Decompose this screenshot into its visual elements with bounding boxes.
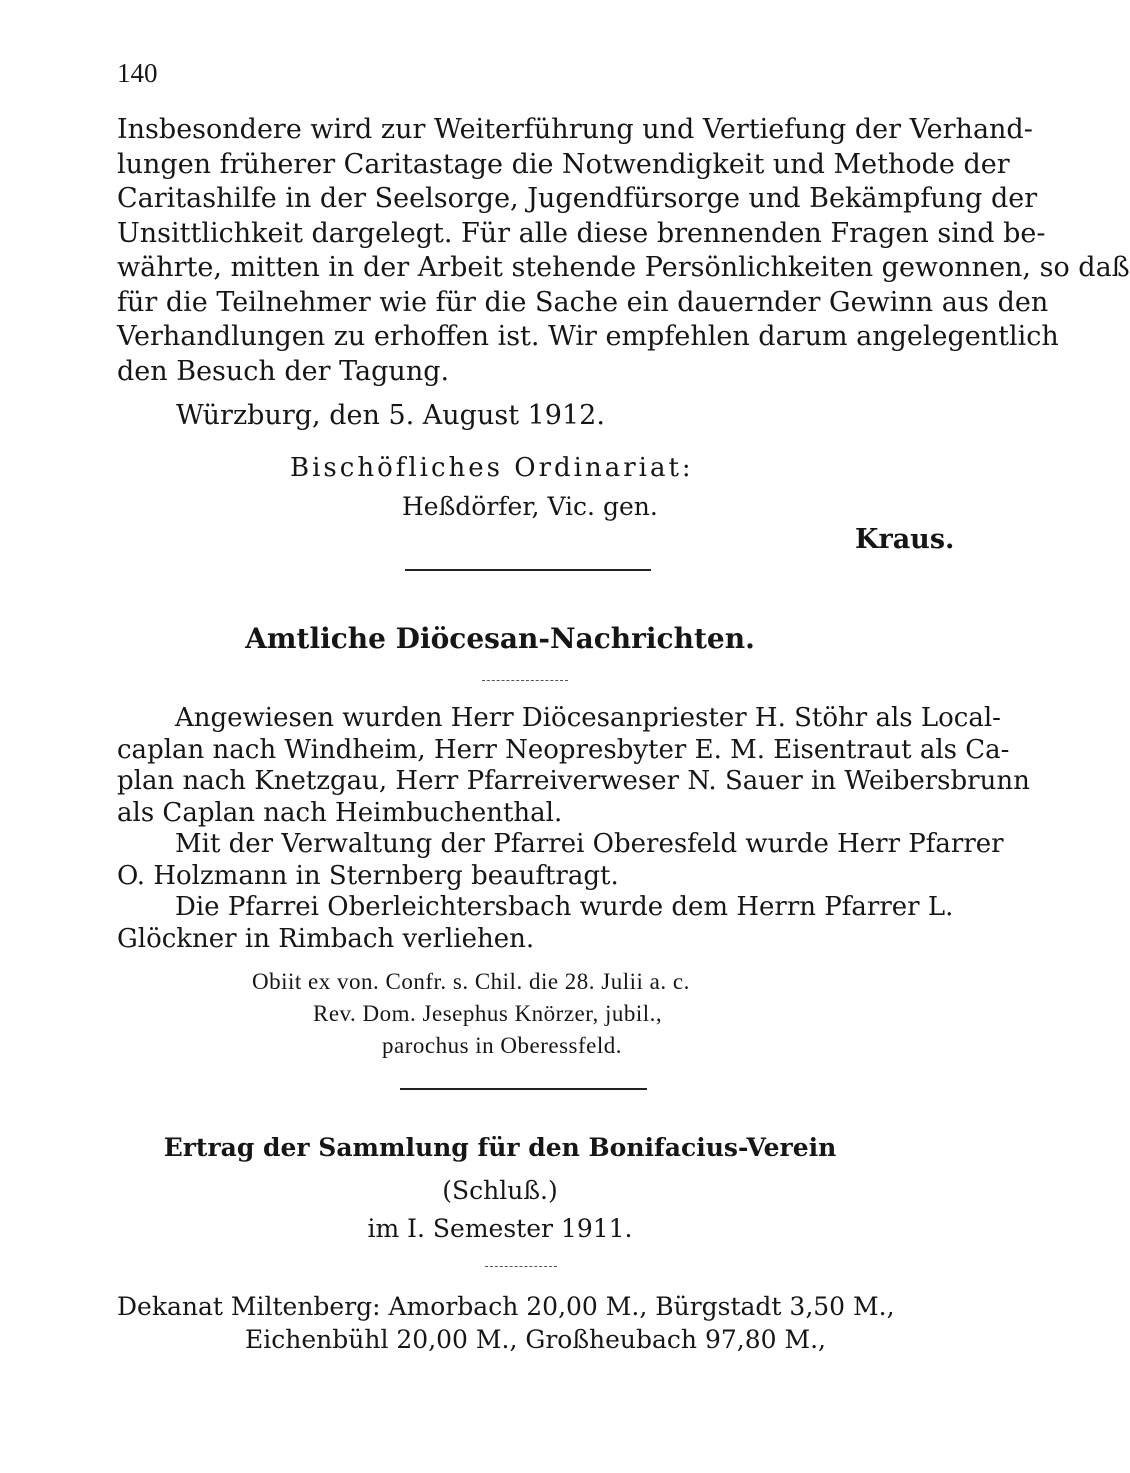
diocesan-paragraph-2 [117,829,1004,892]
page-number: 140 [117,58,158,88]
intro-line: den Besuch der Tagung. [117,355,450,387]
obituary-line: Obiit ex von. Confr. s. Chil. die 28. Julii a. c. [252,969,690,994]
diocesan-paragraph-3 [117,892,954,955]
signature-office: Bischöfliches Ordinariat: [290,453,694,483]
news-line: plan nach Knetzgau, Herr Pfarreiverweser N. Sauer in Weibersbrunn [117,766,1030,796]
obituary-line: Rev. Dom. Jesephus Knörzer, jubil., [313,1001,663,1026]
intro-line: für die Teilnehmer wie für die Sache ein dauernder Gewinn aus den [117,286,1049,318]
signature-secretary: Kraus. [855,524,955,555]
intro-line: währte, mitten in der Arbeit stehende Persönlichkeiten gewonnen, so daß [117,252,1130,283]
intro-line: Verhandlungen zu erhoffen ist. Wir empfehlen darum angelegentlich [117,321,1059,352]
news-line: Die Pfarrei Oberleichtersbach wurde dem Herrn Pfarrer L. [175,892,954,922]
collection-heading: Ertrag der Sammlung für den Bonifacius-Verein [163,1133,837,1162]
intro-line: Unsittlichkeit dargelegt. Für alle diese brennenden Fragen sind be- [117,217,1046,249]
collection-entry: Dekanat Miltenberg: Amorbach 20,00 M., Bürgstadt 3,50 M., [117,1292,895,1321]
ornament-divider [485,1266,557,1267]
diocesan-news-heading: Amtliche Diöcesan-Nachrichten. [245,622,755,655]
intro-line: Insbesondere wird zur Weiterführung und Vertiefung der Verhand- [117,114,1033,145]
news-line: Mit der Verwaltung der Pfarrei Oberesfeld wurde Herr Pfarrer [175,829,1004,859]
news-line: O. Holzmann in Sternberg beauftragt. [117,860,619,891]
signature-vicar: Heßdörfer, Vic. gen. [402,492,658,521]
intro-line: lungen früherer Caritastage die Notwendigkeit und Methode der [117,148,1010,180]
collection-subtitle: (Schluß.) [442,1176,558,1205]
ornament-divider [482,680,568,681]
intro-line: Caritashilfe in der Seelsorge, Jugendfürsorge und Bekämpfung der [117,183,1038,214]
news-line: als Caplan nach Heimbuchenthal. [117,797,563,828]
news-line: caplan nach Windheim, Herr Neopresbyter E. M. Eisentraut als Ca- [117,734,1010,765]
collection-entry: Eichenbühl 20,00 M., Großheubach 97,80 M., [245,1325,826,1354]
intro-paragraph [117,113,1130,389]
section-divider [405,569,651,571]
collection-semester: im I. Semester 1911. [367,1214,633,1243]
diocesan-paragraph-1 [117,703,1030,829]
section-divider [400,1088,647,1090]
place-date: Würzburg, den 5. August 1912. [176,400,605,431]
news-line: Angewiesen wurden Herr Diöcesanpriester H. Stöhr als Local- [175,703,1001,733]
news-line: Glöckner in Rimbach verliehen. [117,923,535,954]
obituary-line: parochus in Oberessfeld. [382,1033,623,1058]
